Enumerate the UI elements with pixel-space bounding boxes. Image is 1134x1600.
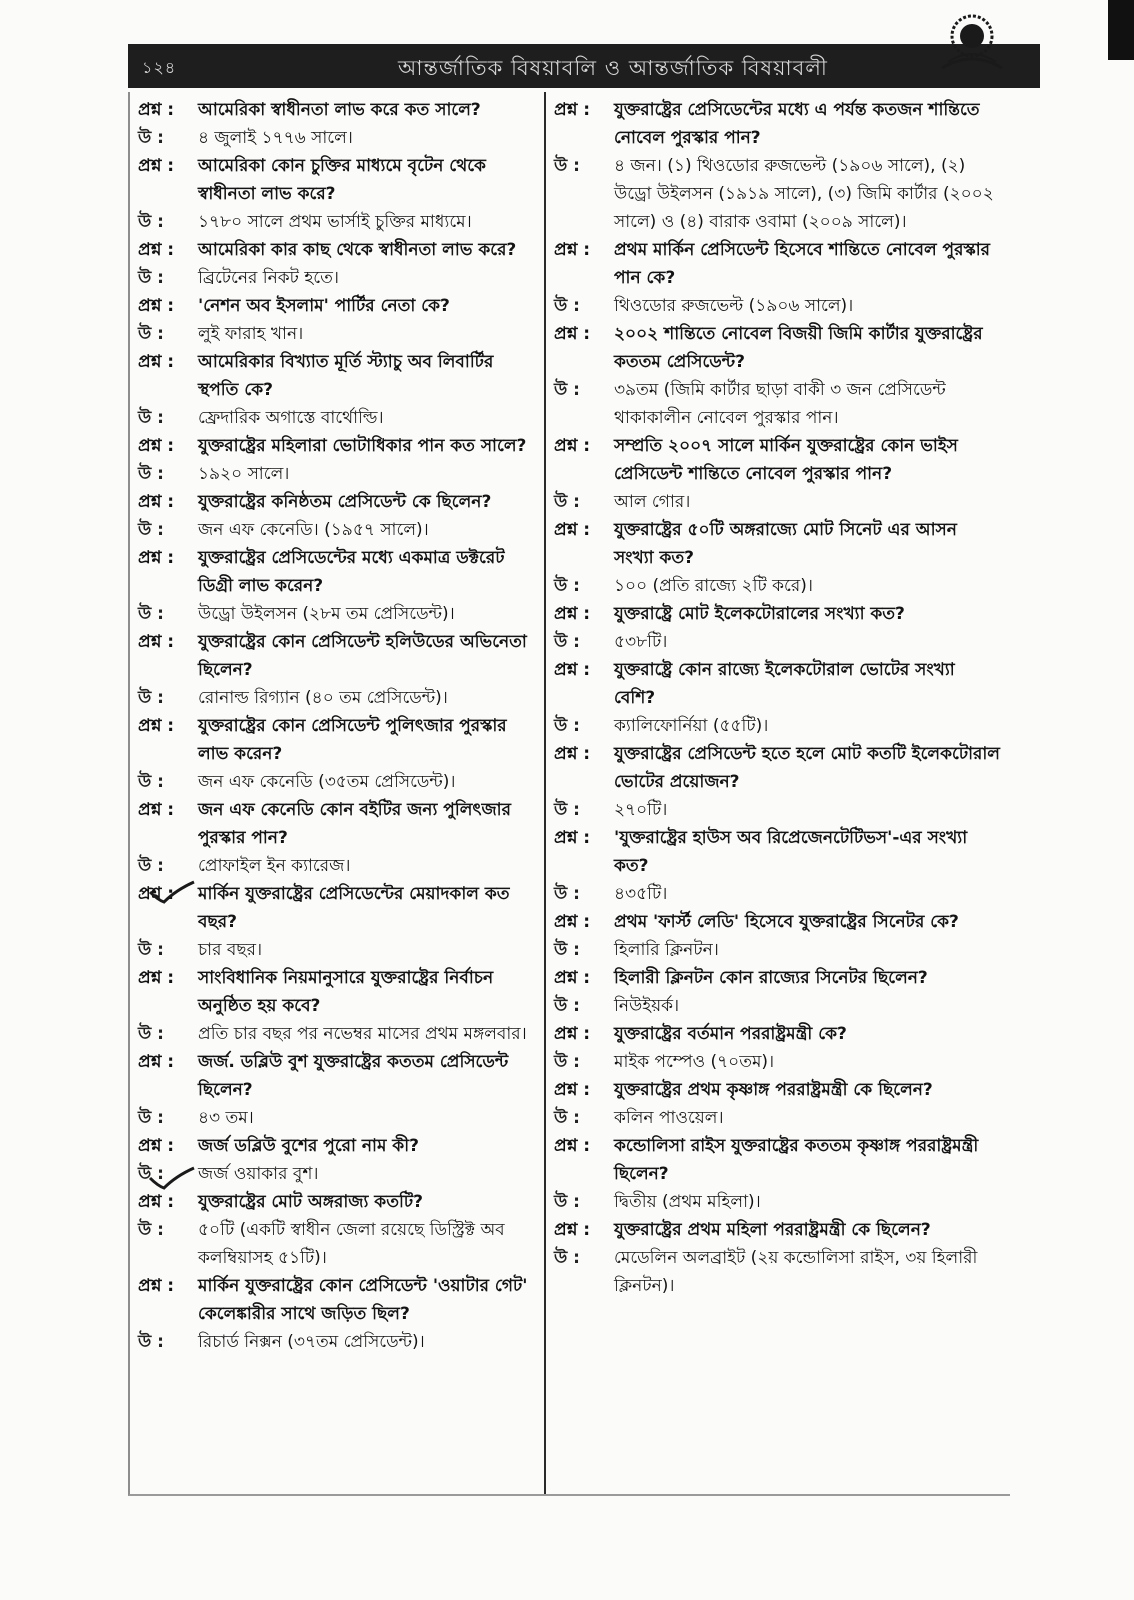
question-label: প্রশ্ন : (138, 800, 175, 820)
answer-text: ৩৯তম (জিমি কার্টার ছাড়া বাকী ৩ জন প্রেসিডেন্ট থাকাকালীন নোবেল পুরস্কার পান। (614, 380, 946, 428)
question-row (554, 516, 1000, 572)
answer-text: ১৯২০ সালে। (198, 464, 290, 484)
page-header (128, 44, 1040, 88)
answer-row (138, 768, 534, 796)
question-row (554, 1132, 1000, 1188)
question-row (554, 600, 1000, 628)
question-text: মার্কিন যুক্তরাষ্ট্রের কোন প্রেসিডেন্ট 'ওয়াটার গেট' কেলেঙ্কারীর সাথে জড়িত ছিল? (198, 1276, 528, 1324)
answer-label: উ : (138, 940, 164, 960)
question-text: 'নেশন অব ইসলাম' পার্টির নেতা কে? (198, 296, 450, 316)
question-row (138, 432, 534, 460)
question-label: প্রশ্ন : (138, 156, 175, 176)
answer-row (554, 1188, 1000, 1216)
answer-row (138, 936, 534, 964)
right-column (554, 96, 1000, 1300)
answer-text: ১০০ (প্রতি রাজ্যে ২টি করে)। (614, 576, 813, 596)
answer-label: উ : (554, 800, 580, 820)
answer-row (554, 712, 1000, 740)
question-label: প্রশ্ন : (138, 968, 175, 988)
question-text: আমেরিকা স্বাধীনতা লাভ করে কত সালে? (198, 100, 481, 120)
answer-row (554, 488, 1000, 516)
answer-row (554, 572, 1000, 600)
answer-text: হিলারি ক্লিনটন। (614, 940, 719, 960)
question-label: প্রশ্ন : (554, 828, 591, 848)
answer-label: উ : (138, 464, 164, 484)
question-text: যুক্তরাষ্ট্রের প্রথম মহিলা পররাষ্ট্রমন্ত্রী কে ছিলেন? (614, 1220, 931, 1240)
question-row (138, 712, 534, 768)
left-column (138, 96, 534, 1356)
question-row (138, 628, 534, 684)
answer-label: উ : (554, 716, 580, 736)
question-label: প্রশ্ন : (554, 912, 591, 932)
question-text: যুক্তরাষ্ট্রে মোট ইলেকটোরালের সংখ্যা কত? (614, 604, 905, 624)
answer-text: জন এফ কেনেডি (৩৫তম প্রেসিডেন্ট)। (198, 772, 456, 792)
question-label: প্রশ্ন : (554, 1024, 591, 1044)
question-text: যুক্তরাষ্ট্রের কোন প্রেসিডেন্ট পুলিৎজার পুরস্কার লাভ করেন? (198, 716, 507, 764)
answer-label: উ : (554, 1192, 580, 1212)
answer-row (554, 796, 1000, 824)
answer-text: ৫০টি (একটি স্বাধীন জেলা রয়েছে ডিস্ট্রিক্ট অব কলম্বিয়াসহ ৫১টি)। (198, 1220, 505, 1268)
answer-text: মাইক পম্পেও (৭০তম)। (614, 1052, 775, 1072)
question-label: প্রশ্ন : (138, 352, 175, 372)
question-label: প্রশ্ন : (138, 884, 175, 904)
answer-label: উ : (554, 884, 580, 904)
publisher-logo-icon (938, 10, 1006, 74)
question-row (138, 152, 534, 208)
question-label: প্রশ্ন : (554, 744, 591, 764)
answer-row (138, 1020, 534, 1048)
answer-label: উ : (138, 324, 164, 344)
question-label: প্রশ্ন : (554, 1136, 591, 1156)
question-row (138, 292, 534, 320)
answer-text: রিচার্ড নিক্সন (৩৭তম প্রেসিডেন্ট)। (198, 1332, 425, 1352)
question-label: প্রশ্ন : (138, 436, 175, 456)
answer-label: উ : (138, 688, 164, 708)
question-row (138, 796, 534, 852)
question-label: প্রশ্ন : (138, 1192, 175, 1212)
answer-text: প্রতি চার বছর পর নভেম্বর মাসের প্রথম মঙ্গলবার। (198, 1024, 527, 1044)
answer-label: উ : (554, 296, 580, 316)
answer-row (138, 1104, 534, 1132)
question-row (138, 1272, 534, 1328)
question-label: প্রশ্ন : (138, 1136, 175, 1156)
check-mark-icon (148, 1166, 196, 1190)
answer-text: উড্রো উইলসন (২৮ম তম প্রেসিডেন্ট)। (198, 604, 455, 624)
question-row (138, 348, 534, 404)
answer-label: উ : (138, 1108, 164, 1128)
question-text: যুক্তরাষ্ট্রের প্রেসিডেন্টের মধ্যে একমাত্র ডক্টরেট ডিগ্রী লাভ করেন? (198, 548, 505, 596)
question-row (138, 1048, 534, 1104)
question-text: যুক্তরাষ্ট্রের মহিলারা ভোটাধিকার পান কত সালে? (198, 436, 527, 456)
answer-row (138, 600, 534, 628)
question-text: কন্ডোলিসা রাইস যুক্তরাষ্ট্রের কততম কৃষ্ণাঙ্গ পররাষ্ট্রমন্ত্রী ছিলেন? (614, 1136, 979, 1184)
question-row (138, 96, 534, 124)
question-text: জন এফ কেনেডি কোন বইটির জন্য পুলিৎজার পুরস্কার পান? (198, 800, 511, 848)
question-text: জর্জ. ডব্লিউ বুশ যুক্তরাষ্ট্রের কততম প্রেসিডেন্ট ছিলেন? (198, 1052, 509, 1100)
content-area (128, 92, 1010, 1496)
answer-text: দ্বিতীয় (প্রথম মহিলা)। (614, 1192, 761, 1212)
question-label: প্রশ্ন : (138, 100, 175, 120)
answer-text: ১৭৮০ সালে প্রথম ভার্সাই চুক্তির মাধ্যমে। (198, 212, 472, 232)
question-text: হিলারী ক্লিনটন কোন রাজ্যের সিনেটর ছিলেন? (614, 968, 928, 988)
answer-label: উ : (138, 772, 164, 792)
answer-row (138, 264, 534, 292)
answer-label: উ : (554, 1108, 580, 1128)
question-label: প্রশ্ন : (554, 1080, 591, 1100)
answer-row (554, 292, 1000, 320)
question-label: প্রশ্ন : (138, 1052, 175, 1072)
check-mark-icon (148, 880, 196, 904)
question-text: যুক্তরাষ্ট্রের প্রেসিডেন্টের মধ্যে এ পর্যন্ত কতজন শান্তিতে নোবেল পুরস্কার পান? (614, 100, 980, 148)
question-text: যুক্তরাষ্ট্রের প্রেসিডেন্ট হতে হলে মোট কতটি ইলেকটোরাল ভোটের প্রয়োজন? (614, 744, 1000, 792)
answer-text: ৪ জন। (১) থিওডোর রুজভেল্ট (১৯০৬ সালে), (২) উড্রো উইলসন (১৯১৯ সালে), (৩) জিমি কার্টার (২০০২ সালে) ও (৪) বারাক ওবামা (২০০৯ সালে)। (614, 156, 994, 232)
answer-row (554, 1244, 1000, 1300)
answer-label: উ : (554, 996, 580, 1016)
question-text: যুক্তরাষ্ট্রের কনিষ্ঠতম প্রেসিডেন্ট কে ছিলেন? (198, 492, 492, 512)
answer-text: চার বছর। (198, 940, 263, 960)
question-label: প্রশ্ন : (138, 548, 175, 568)
column-divider (544, 92, 546, 1494)
question-label: প্রশ্ন : (554, 436, 591, 456)
answer-row (554, 992, 1000, 1020)
answer-label: উ : (138, 268, 164, 288)
answer-label: উ : (554, 380, 580, 400)
question-text: যুক্তরাষ্ট্রের ৫০টি অঙ্গরাজ্যে মোট সিনেট এর আসন সংখ্যা কত? (614, 520, 957, 568)
question-label: প্রশ্ন : (138, 240, 175, 260)
answer-text: ৪৩ তম। (198, 1108, 254, 1128)
answer-row (554, 628, 1000, 656)
question-row (138, 544, 534, 600)
question-text: যুক্তরাষ্ট্রের কোন প্রেসিডেন্ট হলিউডের অভিনেতা ছিলেন? (198, 632, 527, 680)
answer-text: ৫৩৮টি। (614, 632, 668, 652)
question-text: জর্জ ডব্লিউ বুশের পুরো নাম কী? (198, 1136, 419, 1156)
question-label: প্রশ্ন : (554, 240, 591, 260)
question-label: প্রশ্ন : (554, 100, 591, 120)
answer-text: ব্রিটেনের নিকট হতে। (198, 268, 339, 288)
answer-row (138, 1216, 534, 1272)
question-label: প্রশ্ন : (554, 604, 591, 624)
question-text: মার্কিন যুক্তরাষ্ট্রের প্রেসিডেন্টের মেয়াদকাল কত বছর? (198, 884, 510, 932)
question-row (554, 656, 1000, 712)
question-row (554, 964, 1000, 992)
answer-row (138, 852, 534, 880)
answer-label: উ : (138, 520, 164, 540)
answer-text: কলিন পাওয়েল। (614, 1108, 724, 1128)
question-text: 'যুক্তরাষ্ট্রের হাউস অব রিপ্রেজেনটেটিভস'-এর সংখ্যা কত? (614, 828, 968, 876)
answer-text: মেডেলিন অলব্রাইট (২য় কন্ডোলিসা রাইস, ৩য় হিলারী ক্লিনটন)। (614, 1248, 978, 1296)
question-row (138, 964, 534, 1020)
answer-text: প্রোফাইল ইন ক্যারেজ। (198, 856, 351, 876)
answer-row (138, 404, 534, 432)
answer-text: ২৭০টি। (614, 800, 668, 820)
question-label: প্রশ্ন : (138, 296, 175, 316)
question-text: ২০০২ শান্তিতে নোবেল বিজয়ী জিমি কার্টার যুক্তরাষ্ট্রের কততম প্রেসিডেন্ট? (614, 324, 983, 372)
answer-text: আল গোর। (614, 492, 691, 512)
question-text: যুক্তরাষ্ট্রের বর্তমান পররাষ্ট্রমন্ত্রী কে? (614, 1024, 847, 1044)
answer-text: লুই ফারাহ খান। (198, 324, 304, 344)
answer-row (138, 684, 534, 712)
answer-row (554, 376, 1000, 432)
question-row (554, 320, 1000, 376)
answer-label: উ : (138, 1164, 164, 1184)
question-row (138, 1132, 534, 1160)
question-row (138, 1188, 534, 1216)
question-label: প্রশ্ন : (554, 324, 591, 344)
question-text: যুক্তরাষ্ট্রের প্রথম কৃষ্ণাঙ্গ পররাষ্ট্রমন্ত্রী কে ছিলেন? (614, 1080, 933, 1100)
question-text: যুক্তরাষ্ট্রে কোন রাজ্যে ইলেকটোরাল ভোটের সংখ্যা বেশি? (614, 660, 955, 708)
answer-label: উ : (138, 212, 164, 232)
answer-label: উ : (138, 128, 164, 148)
question-row (554, 740, 1000, 796)
answer-label: উ : (138, 856, 164, 876)
answer-text: জর্জ ওয়াকার বুশ। (198, 1164, 319, 1184)
answer-row (554, 152, 1000, 236)
answer-row (138, 1328, 534, 1356)
question-text: প্রথম 'ফার্স্ট লেডি' হিসেবে যুক্তরাষ্ট্রের সিনেটর কে? (614, 912, 959, 932)
question-text: সাংবিধানিক নিয়মানুসারে যুক্তরাষ্ট্রের নির্বাচন অনুষ্ঠিত হয় কবে? (198, 968, 494, 1016)
question-row (554, 236, 1000, 292)
answer-row (138, 460, 534, 488)
question-label: প্রশ্ন : (554, 968, 591, 988)
question-label: প্রশ্ন : (138, 1276, 175, 1296)
question-row (554, 908, 1000, 936)
answer-text: থিওডোর রুজভেল্ট (১৯০৬ সালে)। (614, 296, 854, 316)
answer-label: উ : (554, 1052, 580, 1072)
question-row (138, 880, 534, 936)
answer-label: উ : (554, 492, 580, 512)
question-row (554, 96, 1000, 152)
answer-row (554, 880, 1000, 908)
answer-text: নিউইয়র্ক। (614, 996, 680, 1016)
answer-row (554, 1048, 1000, 1076)
answer-text: রোনাল্ড রিগ্যান (৪০ তম প্রেসিডেন্ট)। (198, 688, 448, 708)
question-text: যুক্তরাষ্ট্রের মোট অঙ্গরাজ্য কতটি? (198, 1192, 423, 1212)
answer-row (138, 208, 534, 236)
question-label: প্রশ্ন : (554, 1220, 591, 1240)
answer-row (138, 516, 534, 544)
question-row (554, 1076, 1000, 1104)
answer-label: উ : (138, 1024, 164, 1044)
answer-label: উ : (138, 1220, 164, 1240)
answer-label: উ : (554, 1248, 580, 1268)
answer-row (138, 124, 534, 152)
question-row (554, 1020, 1000, 1048)
question-label: প্রশ্ন : (138, 632, 175, 652)
question-text: আমেরিকা কার কাছ থেকে স্বাধীনতা লাভ করে? (198, 240, 517, 260)
question-label: প্রশ্ন : (554, 660, 591, 680)
question-row (554, 432, 1000, 488)
answer-label: উ : (554, 632, 580, 652)
question-row (554, 824, 1000, 880)
answer-text: ৪ জুলাই ১৭৭৬ সালে। (198, 128, 353, 148)
page-edge-bar (1108, 0, 1134, 60)
answer-label: উ : (138, 1332, 164, 1352)
question-text: সম্প্রতি ২০০৭ সালে মার্কিন যুক্তরাষ্ট্রের কোন ভাইস প্রেসিডেন্ট শান্তিতে নোবেল পুরস্কার পান? (614, 436, 958, 484)
question-row (138, 488, 534, 516)
header-title: আন্তর্জাতিক বিষয়াবলি ও আন্তর্জাতিক বিষয়াবলী (398, 56, 828, 80)
answer-text: ফ্রেদারিক অগাস্তে বার্থোল্ডি। (198, 408, 384, 428)
answer-row (554, 1104, 1000, 1132)
answer-row (138, 320, 534, 348)
answer-label: উ : (554, 940, 580, 960)
answer-label: উ : (554, 156, 580, 176)
question-label: প্রশ্ন : (138, 492, 175, 512)
answer-row (138, 1160, 534, 1188)
answer-label: উ : (138, 604, 164, 624)
answer-text: ক্যালিফোর্নিয়া (৫৫টি)। (614, 716, 769, 736)
answer-text: জন এফ কেনেডি। (১৯৫৭ সালে)। (198, 520, 429, 540)
answer-text: ৪৩৫টি। (614, 884, 668, 904)
answer-row (554, 936, 1000, 964)
question-text: আমেরিকা কোন চুক্তির মাধ্যমে বৃটেন থেকে স্বাধীনতা লাভ করে? (198, 156, 486, 204)
question-label: প্রশ্ন : (554, 520, 591, 540)
question-text: প্রথম মার্কিন প্রেসিডেন্ট হিসেবে শান্তিতে নোবেল পুরস্কার পান কে? (614, 240, 990, 288)
answer-label: উ : (554, 576, 580, 596)
question-row (138, 236, 534, 264)
question-row (554, 1216, 1000, 1244)
question-text: আমেরিকার বিখ্যাত মূর্তি স্ট্যাচু অব লিবার্টির স্থপতি কে? (198, 352, 494, 400)
page-number: ১২৪ (142, 58, 177, 77)
answer-label: উ : (138, 408, 164, 428)
question-label: প্রশ্ন : (138, 716, 175, 736)
